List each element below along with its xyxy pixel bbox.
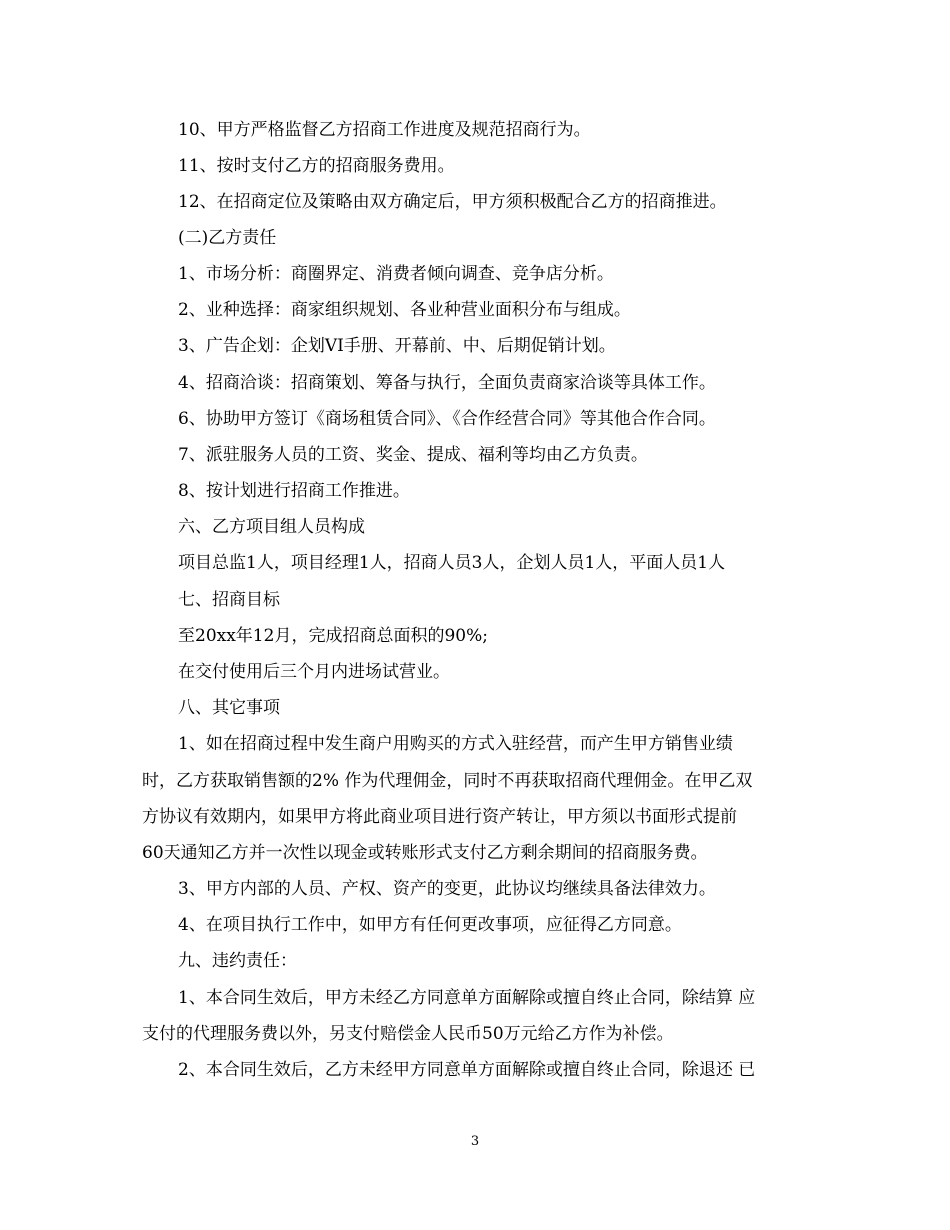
clause-line: 8、按计划进行招商工作推进。 — [178, 481, 410, 501]
section-heading: 七、招商目标 — [178, 590, 280, 610]
paragraph-line: 方协议有效期内，如果甲方将此商业项目进行资产转让，甲方须以书面形式提前 — [142, 807, 737, 827]
clause-line: 7、派驻服务人员的工资、奖金、提成、福利等均由乙方负责。 — [178, 445, 648, 465]
section-heading: 八、其它事项 — [178, 698, 280, 718]
clause-line: 6、协助甲方签订《商场租赁合同》、《合作经营合同》等其他合作合同。 — [178, 409, 716, 429]
clause-line: 12、在招商定位及策略由双方确定后，甲方须积极配合乙方的招商推进。 — [178, 192, 727, 212]
clause-line: 11、按时支付乙方的招商服务费用。 — [178, 156, 455, 176]
clause-line: 1、本合同生效后，甲方未经乙方同意单方面解除或擅自终止合同，除结算 应 — [178, 988, 756, 1008]
clause-line: 2、业种选择：商家组织规划、各业种营业面积分布与组成。 — [178, 300, 631, 320]
clause-line: 4、招商洽谈：招商策划、筹备与执行，全面负责商家洽谈等具体工作。 — [178, 373, 716, 393]
clause-line: 3、广告企划：企划VI手册、开幕前、中、后期促销计划。 — [178, 336, 616, 356]
paragraph-line: 在交付使用后三个月内进场试营业。 — [178, 662, 450, 682]
paragraph-line: 至20xx年12月，完成招商总面积的90%; — [178, 626, 488, 646]
clause-line: 1、如在招商过程中发生商户用购买的方式入驻经营，而产生甲方销售业绩 — [178, 734, 733, 754]
paragraph-line: 60天通知乙方并一次性以现金或转账形式支付乙方剩余期间的招商服务费。 — [142, 843, 708, 863]
page-number: 3 — [470, 1134, 480, 1149]
section-heading: 六、乙方项目组人员构成 — [178, 517, 365, 537]
section-heading: (二)乙方责任 — [178, 228, 277, 248]
paragraph-line: 项目总监1人，项目经理1人，招商人员3人，企划人员1人，平面人员1人 — [178, 553, 726, 573]
paragraph-line: 支付的代理服务费以外，另支付赔偿金人民币50万元给乙方作为补偿。 — [142, 1024, 674, 1044]
clause-line: 10、甲方严格监督乙方招商工作进度及规范招商行为。 — [178, 120, 591, 140]
section-heading: 九、违约责任： — [178, 951, 297, 971]
clause-line: 4、在项目执行工作中，如甲方有任何更改事项，应征得乙方同意。 — [178, 915, 682, 935]
paragraph-line: 时，乙方获取销售额的2% 作为代理佣金，同时不再获取招商代理佣金。在甲乙双 — [142, 771, 753, 791]
clause-line: 2、本合同生效后，乙方未经甲方同意单方面解除或擅自终止合同，除退还 已 — [178, 1060, 756, 1080]
clause-line: 3、甲方内部的人员、产权、资产的变更，此协议均继续具备法律效力。 — [178, 879, 716, 899]
clause-line: 1、市场分析：商圈界定、消费者倾向调查、竞争店分析。 — [178, 264, 614, 284]
